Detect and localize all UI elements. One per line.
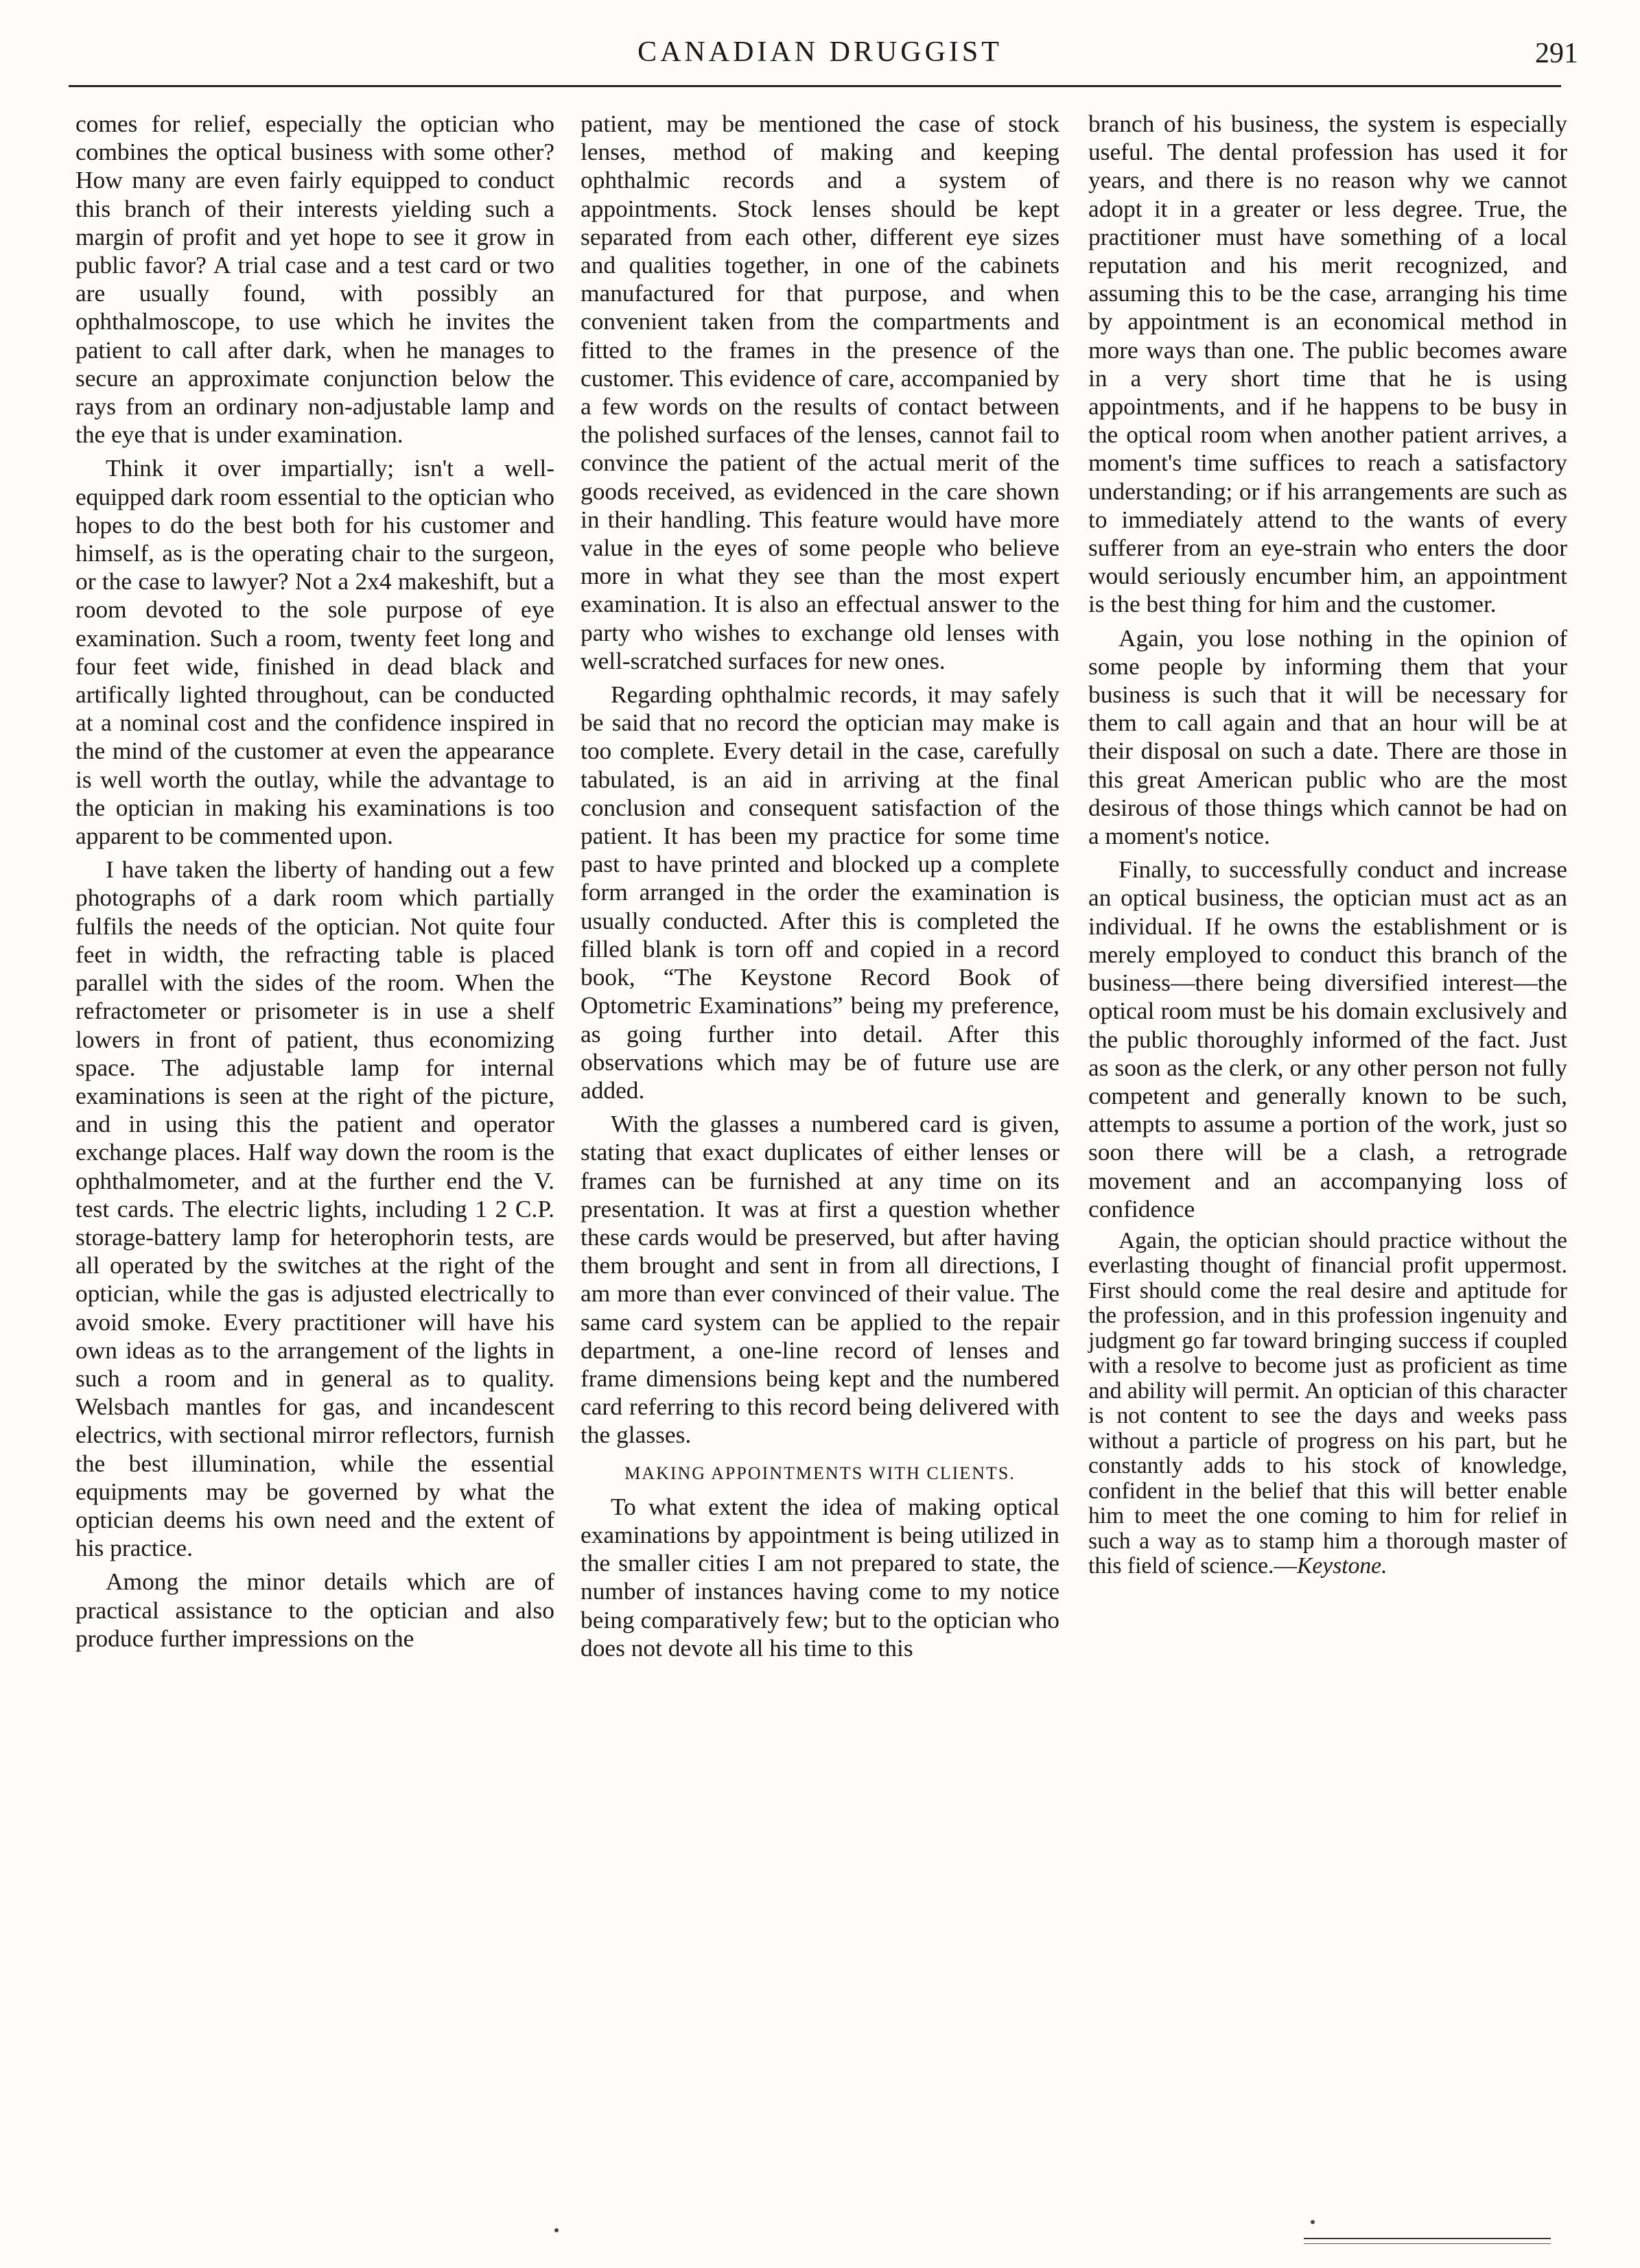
paragraph: Regarding ophthalmic records, it may safely be said that no record the optician may make is too complete. Every detail in the case, carefully tabulated, is an aid in arriving at the final conclusion and consequent satisfaction of the patient. It has been my practice for some time past to have printed and blocked up a complete form arranged in the order the examination is usually conducted. After this is completed the filled blank is torn off and copied in a record book, “The Keystone Record Book of Optometric Examinations” being my preference, as going further into detail. After this observations which may be of future use are added. <box>581 681 1059 1104</box>
paragraph: I have taken the liberty of handing out a few photographs of a dark room which partially fulfils the needs of the optician. Not quite four feet in width, the refracting table is placed parallel with the sides of the room. When the refractometer or prisometer is in use a shelf lowers in front of patient, thus economizing space. The adjustable lamp for internal examinations is seen at the right of the picture, and in using this the patient and operator exchange places. Half way down the room is the ophthalmometer, and at the further end the V. test cards. The electric lights, including 1 2 C.P. storage-battery lamp for heterophorin tests, are all operated by the switches at the right of the optician, while the gas is adjusted electrically to avoid smoke. Every practitioner will have his own ideas as to the arrangement of the lights in such a room and in general as to quality. Welsbach mantles for gas, and incandescent electrics, with sectional mirror reflectors, furnish the best illumination, while the essential equipments may be governed by what the optician deems his own need and the extent of his practice. <box>75 855 554 1562</box>
paragraph-text: Again, the optician should practice without the everlasting thought of financial profit uppermost. First should come the real desire and aptitude for the profession, and in this profession ingenuity and judgment go far toward bringing success if coupled with a resolve to become just as proficient as time and ability will permit. An optician of this character is not content to see the days and weeks pass without a particle of progress on his part, but he constantly adds to his stock of knowledge, confident in the belief that this will better enable him to meet the one coming to him for relief in such a way as to stamp him a thorough master of this field of science.— <box>1088 1227 1567 1579</box>
column-3 <box>1088 110 1567 1579</box>
footer-rule <box>1304 2238 1551 2239</box>
paragraph: Think it over impartially; isn't a well-equipped dark room essential to the optician who hopes to do the best both for his customer and himself, as is the operating chair to the surgeon, or the case to lawyer? Not a 2x4 makeshift, but a room devoted to the sole purpose of eye examination. Such a room, twenty feet long and four feet wide, finished in dead black and artifically lighted throughout, can be conducted at a nominal cost and the confidence inspired in the mind of the customer at even the appearance is well worth the outlay, while the advantage to the optician in making his examinations is too apparent to be commented upon. <box>75 454 554 850</box>
ink-speck <box>1311 2220 1315 2224</box>
page-number: 291 <box>1535 38 1578 69</box>
paragraph: comes for relief, especially the optician who combines the optical business with some other? How many are even fairly equipped to conduct this branch of their interests yielding such a margin of profit and yet hope to see it grow in public favor? A trial case and a test card or two are usually found, with possibly an ophthalmoscope, to use which he invites the patient to call after dark, when he manages to secure an approximate conjunction below the rays from an ordinary non-adjustable lamp and the eye that is under examination. <box>75 110 554 449</box>
paragraph: Again, you lose nothing in the opinion of some people by informing them that your business is such that it will be necessary for them to call again and that an hour will be at their disposal on such a date. There are those in this great American public who are the most desirous of those things which cannot be had on a moment's notice. <box>1088 624 1567 850</box>
paragraph: branch of his business, the system is especially useful. The dental profession has used it for years, and there is no reason why we cannot adopt it in a greater or less degree. True, the practitioner must have something of a local reputation and his merit recognized, and assuming this to be the case, arranging his time by appointment is an economical method in more ways than one. The public becomes aware in a very short time that he is using appointments, and if he happens to be busy in the optical room when another patient arrives, a moment's time suffices to reach a satisfactory understanding; or if his arrangements are such as to immediately attend to the wants of every sufferer from an eye-strain who enters the door would seriously encumber him, an appointment is the best thing for him and the customer. <box>1088 110 1567 618</box>
column-2 <box>581 110 1059 1662</box>
footer-rule <box>1304 2243 1551 2244</box>
paragraph <box>1088 1229 1567 1579</box>
paragraph: To what extent the idea of making optical examinations by appointment is being utilized in the smaller cities I am not prepared to state, the number of instances having come to my notice being comparatively few; but to the optician who does not devote all his time to this <box>581 1492 1059 1662</box>
page-header <box>0 36 1640 77</box>
paragraph: Among the minor details which are of practical assistance to the optician and also produce further impressions on the <box>75 1568 554 1652</box>
paragraph: Finally, to successfully conduct and increase an optical business, the optician must act as an individual. If he owns the establishment or is merely employed to conduct this branch of the business—there being diversified interest—the optical room must be his domain exclusively and the public thoroughly informed of the fact. Just as soon as the clerk, or any other person not fully competent and generally known to be such, attempts to assume a portion of the work, just so soon there will be a clash, a retrograde movement and an accompanying loss of confidence <box>1088 855 1567 1222</box>
ink-speck <box>554 2228 559 2232</box>
paragraph: patient, may be mentioned the case of stock lenses, method of making and keeping ophthalmic records and a system of appointments. Stock lenses should be kept separated from each other, different eye sizes and qualities together, in one of the cabinets manufactured for that purpose, and when convenient taken from the compartments and fitted to the frames in the presence of the customer. This evidence of care, accompanied by a few words on the results of contact between the polished surfaces of the lenses, cannot fail to convince the patient of the actual merit of the goods received, as evidenced in the care shown in their handling. This feature would have more value in the eyes of some people who believe more in what they see than the most expert examination. It is also an effectual answer to the party who wishes to exchange old lenses with well-scratched surfaces for new ones. <box>581 110 1059 674</box>
header-rule <box>69 85 1561 87</box>
paragraph: With the glasses a numbered card is given, stating that exact duplicates of either lenses or frames can be furnished at any time on its presentation. It was at first a question whether these cards would be preserved, but after having them brought and sent in from all directions, I am more than ever convinced of their value. The same card system can be applied to the repair department, a one-line record of lenses and frame dimensions being kept and the numbered card referring to this record being delivered with the glasses. <box>581 1110 1059 1449</box>
section-subheading: MAKING APPOINTMENTS WITH CLIENTS. <box>624 1463 1016 1483</box>
journal-title: CANADIAN DRUGGIST <box>637 36 1003 68</box>
column-1 <box>75 110 554 1653</box>
source-byline: Keystone. <box>1296 1553 1387 1579</box>
